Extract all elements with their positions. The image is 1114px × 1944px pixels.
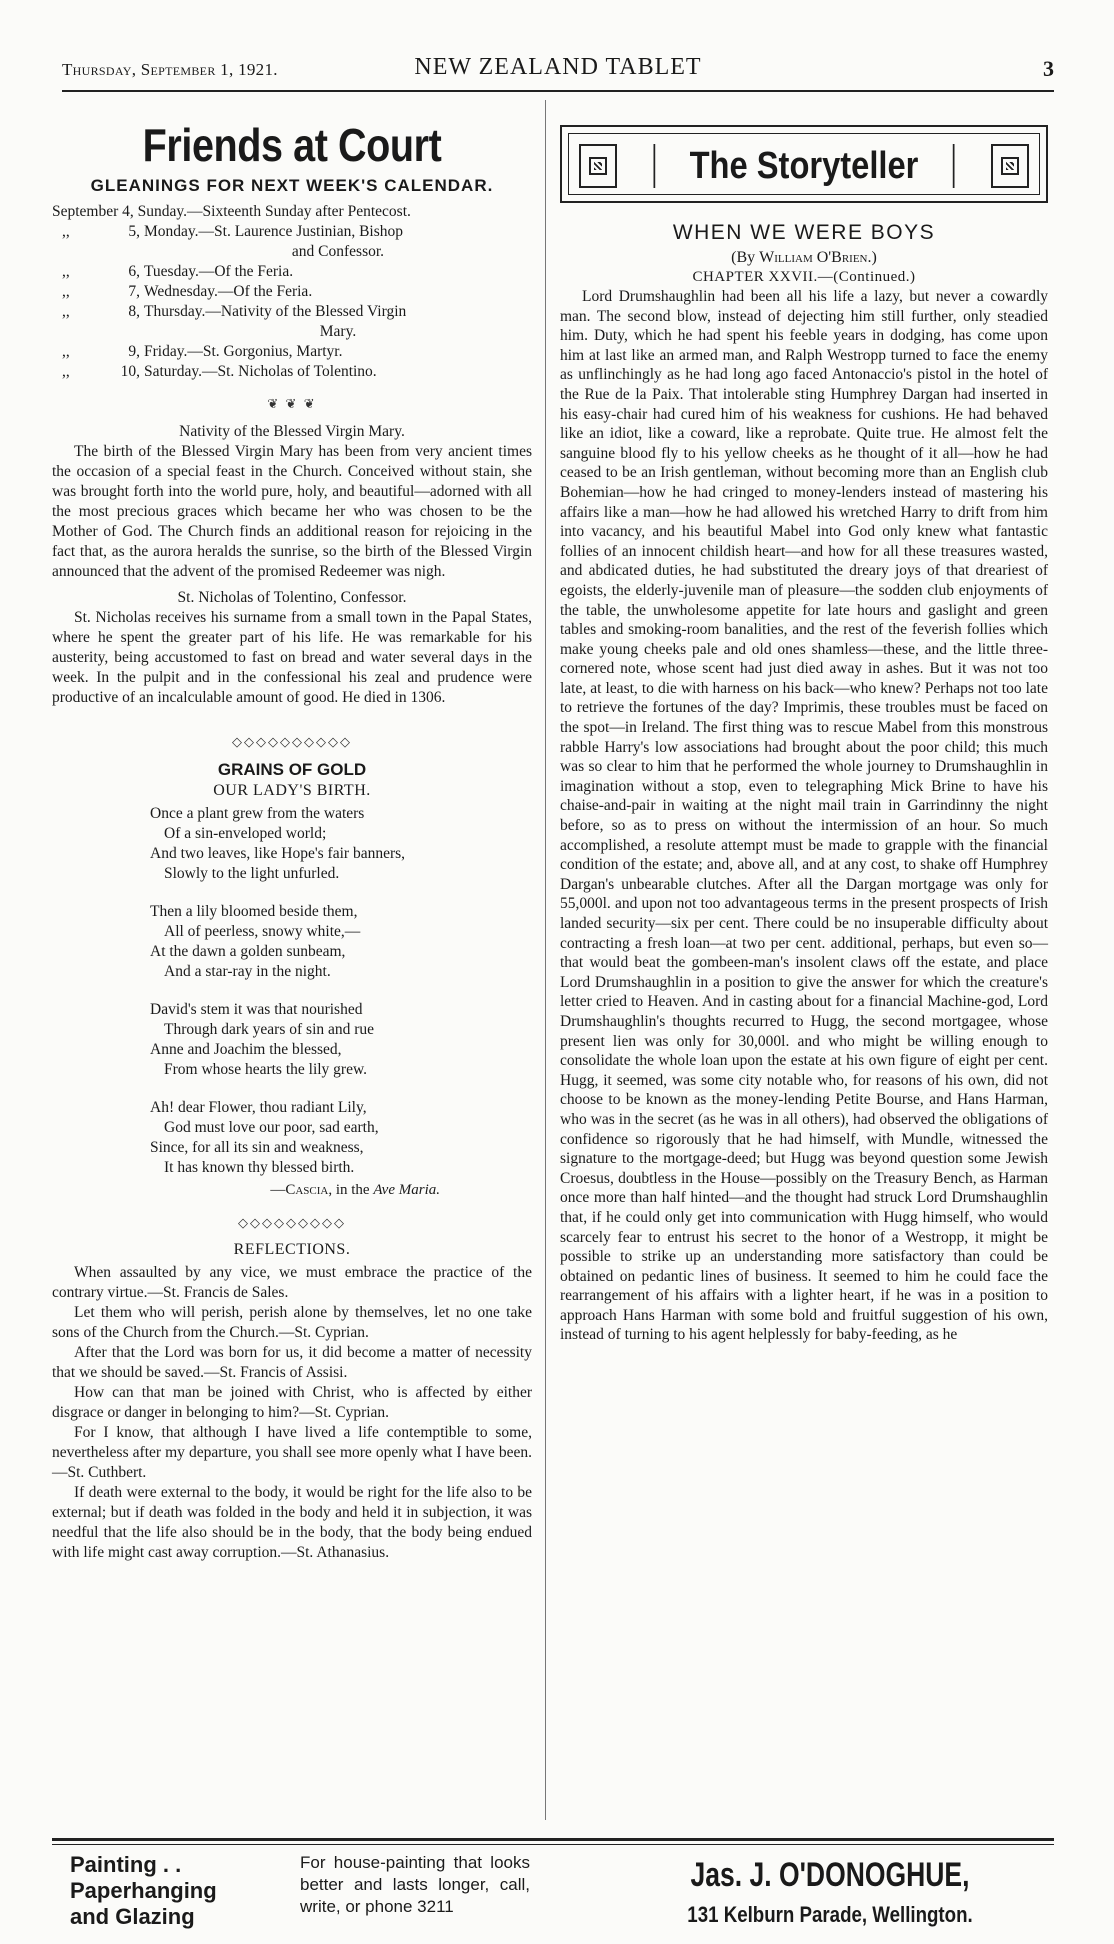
poem-title: OUR LADY'S BIRTH. [213, 782, 371, 799]
advert-business [620, 1855, 1040, 1929]
entry-text [144, 282, 532, 302]
nativity-heading: Nativity of the Blessed Virgin Mary. [179, 423, 405, 440]
banner-right-ornament [991, 144, 1029, 188]
entry-main: Thursday.—Nativity of the Blessed Virgin [144, 303, 407, 320]
poem-stanza [150, 1098, 532, 1178]
poem-line: From whose hearts the lily grew. [164, 1061, 368, 1078]
grains-ornament: ◇◇◇◇◇◇◇◇◇◇ [232, 734, 352, 749]
reflection-quote: If death were external to the body, it would be right for the life also to be external; but if death was folded in the body and held it in subjection, it was needful that the life also should be in the body, that the body being endued with life might cast away corruption.—St. Athanasius. [52, 1484, 532, 1561]
poem-line: David's stem it was that nourished [150, 1001, 363, 1018]
calendar-entry [52, 362, 532, 382]
entry-continuation: and Confessor. [291, 243, 385, 260]
advert-name: Jas. J. O'DONOGHUE, [690, 1856, 970, 1894]
page-number: 3 [1043, 56, 1054, 81]
story-title: WHEN WE WERE BOYS [672, 221, 936, 244]
advert-services [70, 1852, 290, 1930]
calendar-subtitle: GLEANINGS FOR NEXT WEEK'S CALENDAR. [90, 176, 494, 195]
storyteller-title: The Storyteller [654, 144, 955, 188]
entry-main: Friday.—St. Gorgonius, Martyr. [144, 343, 343, 360]
attribution-dash: — [270, 1182, 286, 1198]
poem-line: And two leaves, like Hope's fair banners, [150, 845, 406, 862]
left-column [52, 100, 532, 1820]
advert-service-line: and Glazing [70, 1904, 195, 1929]
poem-line: Once a plant grew from the waters [150, 805, 365, 822]
calendar-list [52, 222, 532, 382]
byline-open: (By [731, 249, 760, 266]
calendar-entry [52, 262, 532, 282]
calendar-entry [52, 222, 532, 262]
entry-main: Tuesday.—Of the Feria. [144, 263, 294, 280]
publication-title: NEW ZEALAND TABLET [414, 54, 702, 80]
ornament-square-icon [1001, 157, 1019, 175]
poem-line: Through dark years of sin and rue [164, 1021, 375, 1038]
right-column [560, 125, 1048, 1825]
poem-line: It has known thy blessed birth. [164, 1159, 355, 1176]
entry-text [144, 342, 532, 362]
calendar-entry [52, 342, 532, 362]
entry-main: Monday.—St. Laurence Justinian, Bishop [144, 223, 404, 240]
poem-line: Of a sin-enveloped world; [164, 825, 327, 842]
nicholas-text: St. Nicholas receives his surname from a small town in the Papal States, where he spent the greater part of his life. He was remarkable for his austerity, being accustomed to fast on bread and water several days in the week. In the pulpit and in the confessional his zeal and prudence were productive of an incalculable amount of good. He died in 1306. [52, 609, 532, 706]
entry-day: 8, [128, 303, 140, 320]
footer-rule-thin [52, 1844, 1054, 1845]
poem-line: Since, for all its sin and weakness, [150, 1139, 364, 1156]
entry-main: Saturday.—St. Nicholas of Tolentino. [144, 363, 377, 380]
banner-left-ornament [579, 144, 617, 188]
poem-line: All of peerless, snowy white,— [164, 923, 361, 940]
issue-date: Thursday, September 1, 1921. [62, 60, 278, 79]
advert-service-line: Painting . . [70, 1852, 182, 1877]
byline-close: .) [867, 249, 877, 266]
poem-line: Slowly to the light unfurled. [164, 865, 340, 882]
section-ornament: ❦ ❦ ❦ [267, 396, 317, 411]
ditto-mark: ,, [62, 283, 70, 300]
ornament-square-icon [589, 157, 607, 175]
entry-text [144, 222, 532, 262]
story-byline [560, 249, 1048, 267]
banner-inner-frame [568, 133, 1040, 195]
column-divider [545, 100, 546, 1820]
ditto-mark: ,, [62, 343, 70, 360]
entry-continuation: Mary. [319, 323, 357, 340]
advert-description: For house-painting that looks better and lasts longer, call, write, or phone 3211 [300, 1853, 530, 1916]
poem-stanza [150, 902, 532, 982]
storyteller-banner [560, 125, 1048, 203]
ditto-mark: ,, [62, 263, 70, 280]
nicholas-heading: St. Nicholas of Tolentino, Confessor. [177, 589, 407, 606]
ditto-mark: ,, [62, 223, 70, 240]
entry-main: Wednesday.—Of the Feria. [144, 283, 313, 300]
poem-line: And a star-ray in the night. [164, 963, 331, 980]
entry-text [144, 302, 532, 342]
nativity-text: The birth of the Blessed Virgin Mary has been from very ancient times the occasion of a special feast in the Church. Conceived without stain, she was brought forth into the world pure, holy, and beautiful—adorned with all the most precious graces which became her who was chosen to be the Mother of God. The Church finds an additional reason for rejoicing in the fact that, as the aurora heralds the sunrise, so the birth of the Blessed Virgin announced that the advent of the promised Redeemer was nigh. [52, 443, 532, 580]
footer-rule [52, 1838, 1054, 1841]
entry-day: 10, [120, 363, 140, 380]
entry-day: 7, [128, 283, 140, 300]
poem-line: Then a lily bloomed beside them, [150, 903, 358, 920]
entry-day: 5, [128, 223, 140, 240]
reflections-body [52, 1263, 532, 1563]
entry-text [144, 262, 532, 282]
poem-line: At the dawn a golden sunbeam, [150, 943, 346, 960]
poem-body [52, 804, 532, 1178]
reflection-quote: When assaulted by any vice, we must embrace the practice of the contrary virtue.—St. Francis de Sales. [52, 1264, 532, 1301]
poem-attribution [52, 1182, 532, 1199]
header-rule [62, 90, 1054, 92]
reflection-quote: After that the Lord was born for us, it did become a matter of necessity that we should be saved.—St. Francis of Assisi. [52, 1344, 532, 1381]
reflection-quote: How can that man be joined with Christ, who is affected by either disgrace or danger in belonging to him?—St. Cyprian. [52, 1384, 532, 1421]
friends-at-court-title: Friends at Court [142, 119, 442, 171]
chapter-heading: CHAPTER XXVII.—(Continued.) [692, 269, 916, 285]
reflection-quote: Let them who will perish, perish alone by themselves, let no one take sons of the Church from the Church.—St. Cyprian. [52, 1304, 532, 1341]
grains-of-gold-title: GRAINS OF GOLD [217, 760, 367, 779]
entry-day: 9, [128, 343, 140, 360]
reflections-title: REFLECTIONS. [233, 1241, 351, 1258]
poem-line: Ah! dear Flower, thou radiant Lily, [150, 1099, 367, 1116]
story-text: Lord Drumshaughlin had been all his life a lazy, but never a cowardly man. The second blow, instead of dejecting him still further, only steadied him. Duty, which he had spent his feeble years in dodging, has come upon him at last like an armed man, and Ralph Westropp turned to face the enemy as unflinchingly as he had long ago faced Antonaccio's pistol in the hotel of the Rue de la Paix. That intolerable sting Humphrey Dargan had inserted in his easy-chair had cured him of his weakness for cushions. He had behaved like an idiot, like a coward, like a reprobate. Quite true. He almost felt the sanguine blood fly to his yellow cheeks as he thought of it all—how he had ceased to be an Irish gentleman, without becoming more than an English club Bohemian—how he had cringed to money-lenders instead of mastering his affairs like a man—how he had allowed his wretched Harry to drift from him into vacancy, and his beautiful Mabel into God only knew what fantastic follies of an innocent childish heart—and how for all these treasures wasted, and abdicated duties, he had substituted the dreary joys of that dreariest of egoists, the elderly-juvenile man of pleasure—the sodden club enjoyments of the table, the unwholesome appetite for late hours and gaslight and green tables and smoking-room banalities, and the rest of the feverish follies which make young cheeks pale and old ones shamless—these, and the little three-cornered note, whose scent had just died away in ashes. But it was not too late, at least, to die with harness on his back—who knew? Perhaps not too late to retrieve the fortunes of the day? Imprimis, these troubles must be faced on the spot—in Ireland. The first thing was to rescue Mabel from this monstrous rabble Harry's low associations had brought about the poor child; this much was so clear to him that he performed the whole journey to Drumshaughlin in imagination without a stop, even to telegraphing Mick Brine to have his chaise-and-pair in waiting at the night mail train in Garrindinny the night before, so as to press on without the intermission of an hour. So much accomplished, a resolute attempt must be made to grapple with the financial condition of the estate; and, above all, and at any cost, to shake off Humphrey Dargan's unbearable clutches. After all the Dargan mortgage was only for 55,000l. and upon not too advantageous terms in the present prospects of Irish landed security—six per cent. There could be no insuperable difficulty about contracting a fresh loan—at two per cent. additional, perhaps, but even so—that would beat the gombeen-man's insolent claws off the estate, and place Lord Drumshaughlin in a position to give the answer for which the creature's letter cried to Heaven. And in casting about for a financial Machine-god, Lord Drumshaughlin's thoughts recurred to Hugg, the second mortgagee, whose present lien was only for 30,000l. and who might be willing enough to consolidate the whole loan upon the estate at his own figure of eight per cent. Hugg, it seemed, was some city notable who, for reasons of his own, did not choose to be known as the money-lending Petite Bourse, and Hans Harman, who was in the secret (as he was in all others), had observed the obligations of confidence so rigorously that he had himself, with Mundle, witnessed the signature to the mortgage-deed; but Hugg was beyond question some Jewish Croesus, doubtless in the House—possibly on the Treasury Bench, as Harman once more than half hinted—and the thought had struck Lord Drumshaughlin that, if he could only get into communication with Hugg himself, who would scarcely fear to entrust his secret to the honor of a Westropp, it might be possible to strike up an understanding more satisfactory than could be obtained on pedantic lines of business. It seemed to him he could face the rearrangement of his affairs with a lighter heart, if he was in a position to approach Hans Harman with some bold and fruitful suggestion of his own, instead of turning to his agent helplessly for baby-feeding, as he [560, 288, 1048, 1344]
advert-service-line: Paperhanging [70, 1878, 217, 1903]
attribution-source: Ave Maria. [373, 1182, 440, 1198]
ditto-mark: ,, [62, 303, 70, 320]
calendar-entry [52, 302, 532, 342]
ditto-mark: ,, [62, 363, 70, 380]
advert-address: 131 Kelburn Parade, Wellington. [687, 1902, 973, 1927]
poem-stanza [150, 804, 532, 884]
byline-author: William O'Brien [759, 249, 868, 266]
entry-text [144, 362, 532, 382]
calendar-first-entry: September 4, Sunday.—Sixteenth Sunday after Pentecost. [52, 203, 411, 220]
reflections-ornament: ◇◇◇◇◇◇◇◇◇ [238, 1215, 346, 1230]
entry-day: 6, [128, 263, 140, 280]
reflection-quote: For I know, that although I have lived a life contemptible to some, nevertheless after my departure, you shall see more openly what I have been.—St. Cuthbert. [52, 1424, 532, 1481]
attribution-author: Cascia, [285, 1182, 333, 1198]
calendar-entry [52, 282, 532, 302]
attribution-in: in the [332, 1182, 374, 1198]
poem-line: God must love our poor, sad earth, [164, 1119, 379, 1136]
page-header [62, 52, 1054, 86]
poem-stanza [150, 1000, 532, 1080]
poem-line: Anne and Joachim the blessed, [150, 1041, 342, 1058]
